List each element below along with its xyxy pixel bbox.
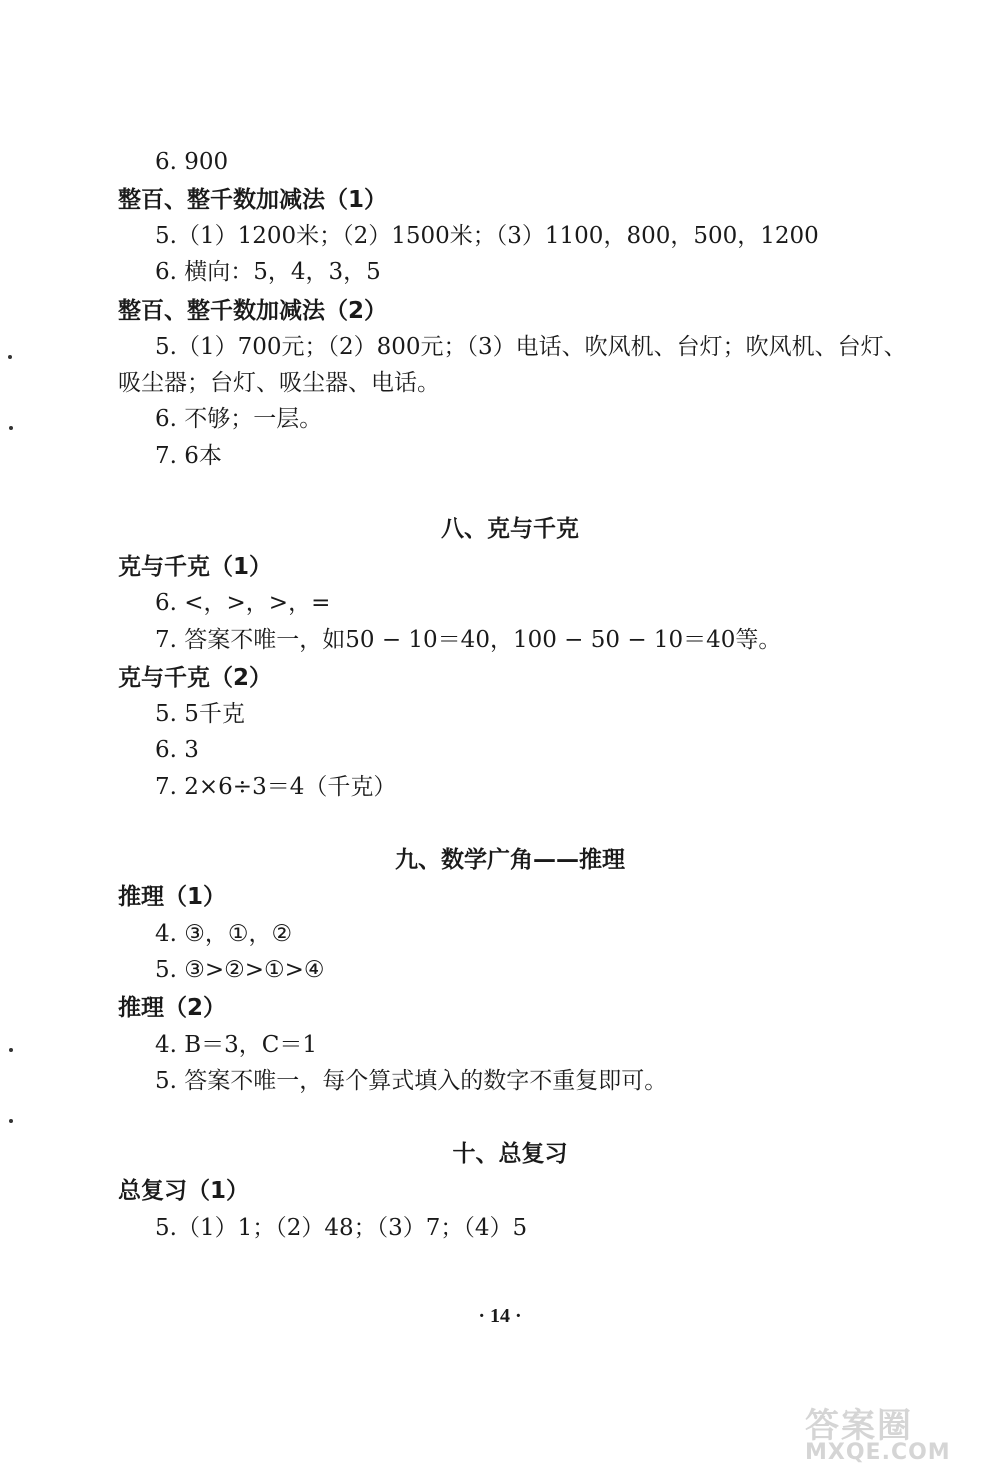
chapter-heading: 八、克与千克 [441,516,579,542]
answer-line: 5.（1）700元；（2）800元；（3）电话、吹风机、台灯；吹风机、台灯、 [155,334,907,360]
answer-line: 6. 横向：5，4，3，5 [155,259,381,285]
section-heading: 推理（1） [118,884,227,910]
answer-line: 5. 5千克 [155,701,245,727]
section-heading: 整百、整千数加减法（1） [118,187,388,213]
answer-line-continued: 吸尘器；台灯、吸尘器、电话。 [118,370,440,396]
section-heading: 推理（2） [118,995,227,1021]
answer-line: 6. 900 [155,149,229,175]
page-number: · 14 · [478,1305,522,1327]
answer-line: 4. B＝3，C＝1 [155,1032,318,1058]
answer-line: 7. 2×6÷3＝4（千克） [155,774,397,800]
section-heading: 整百、整千数加减法（2） [118,298,388,324]
answer-line: 5. ③>②>①>④ [155,957,325,983]
answer-line: 5.（1）1200米；（2）1500米；（3）1100，800，500，1200 [155,223,819,249]
chapter-heading: 十、总复习 [452,1141,568,1167]
watermark-logo [800,1398,990,1468]
section-heading: 克与千克（2） [118,665,273,691]
scan-speck [9,1119,13,1123]
answer-line: 6. 3 [155,737,199,763]
answer-line: 7. 6本 [155,443,222,469]
answer-line: 4. ③，①，② [155,921,293,947]
scan-speck [9,426,13,430]
answer-line: 5.（1）1；（2）48；（3）7；（4）5 [155,1215,528,1241]
answer-line: 6. <，>，>，= [155,590,331,616]
scan-speck [9,1048,13,1052]
watermark-title: 答案圈 [805,1406,913,1446]
section-heading: 总复习（1） [118,1178,250,1204]
answer-line: 7. 答案不唯一，如50 − 10＝40，100 − 50 − 10＝40等。 [155,627,782,653]
answer-line: 5. 答案不唯一，每个算式填入的数字不重复即可。 [155,1068,668,1094]
chapter-heading: 九、数学广角——推理 [395,847,625,873]
section-heading: 克与千克（1） [118,554,273,580]
scan-speck [8,355,12,359]
answer-line: 6. 不够；一层。 [155,406,323,432]
watermark-url: MXQE.COM [805,1440,951,1465]
